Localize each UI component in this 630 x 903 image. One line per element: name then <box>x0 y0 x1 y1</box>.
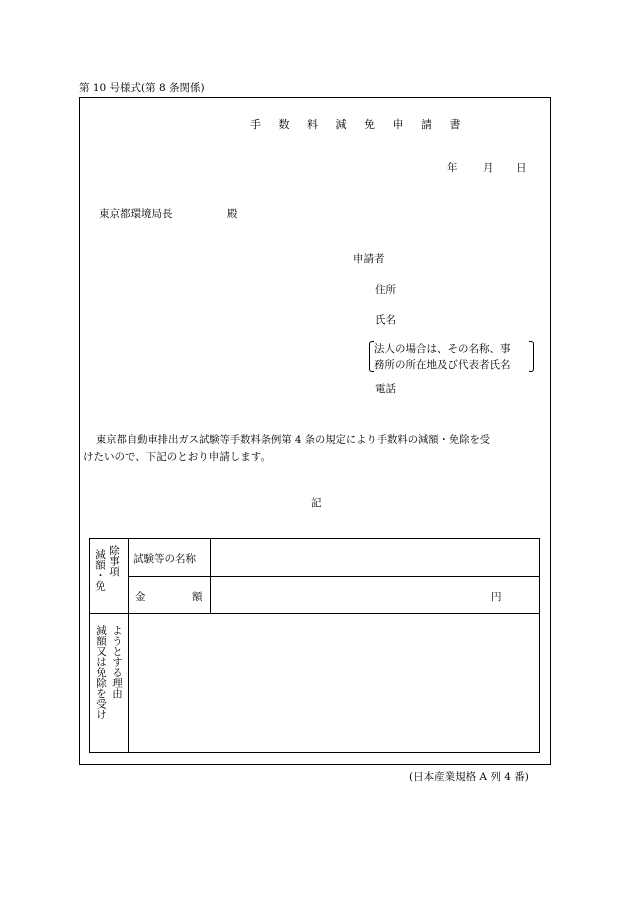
form-number: 第 10 号様式(第 8 条関係) <box>79 82 205 94</box>
table-left <box>89 538 90 753</box>
ki-label: 記 <box>311 497 322 509</box>
addressee-name: 東京都環境局長 <box>99 208 173 220</box>
date-day: 日 <box>516 162 527 174</box>
date-year: 年 <box>447 162 458 174</box>
yen-unit: 円 <box>491 591 502 603</box>
applicant-name: 氏名 <box>375 314 396 326</box>
table-top <box>89 538 540 539</box>
reason-label-left-col: 減額又は免除を受け <box>95 625 107 720</box>
table-bottom <box>89 752 540 753</box>
table-right <box>539 538 540 753</box>
applicant-address: 住所 <box>375 284 396 296</box>
body-line2: けたいので、下記のとおり申請します。 <box>83 451 271 463</box>
group-label-right-col: 除事項 <box>108 545 120 577</box>
corp-note-line2: 務所の所在地及び代表者氏名 <box>374 359 511 371</box>
reason-label-right-col: ようとする理由 <box>111 625 123 699</box>
table-mid-h2 <box>89 613 540 614</box>
applicant-phone: 電話 <box>375 383 396 395</box>
addressee-honorific: 殿 <box>227 208 238 220</box>
table-v-label <box>128 538 129 753</box>
applicant-label: 申請者 <box>353 253 385 265</box>
corp-note-bracket-right <box>529 341 534 372</box>
row-test-name-label: 試験等の名称 <box>133 553 196 565</box>
group-label-left-col: 減額・免 <box>94 549 106 591</box>
paper-size-note: (日本産業規格 A 列 4 番) <box>409 771 529 783</box>
row-amount-label-b: 額 <box>192 591 203 603</box>
form-title: 手 数 料 減 免 申 請 書 <box>250 118 468 131</box>
body-line1: 東京都自動車排出ガス試験等手数料条例第 4 条の規定により手数料の減額・免除を受 <box>96 434 491 446</box>
table-v-value <box>210 538 211 614</box>
row-amount-label-a: 金 <box>135 591 146 603</box>
corp-note-line1: 法人の場合は、その名称、事 <box>374 343 511 355</box>
table-mid-h1 <box>128 576 540 577</box>
date-month: 月 <box>483 162 494 174</box>
